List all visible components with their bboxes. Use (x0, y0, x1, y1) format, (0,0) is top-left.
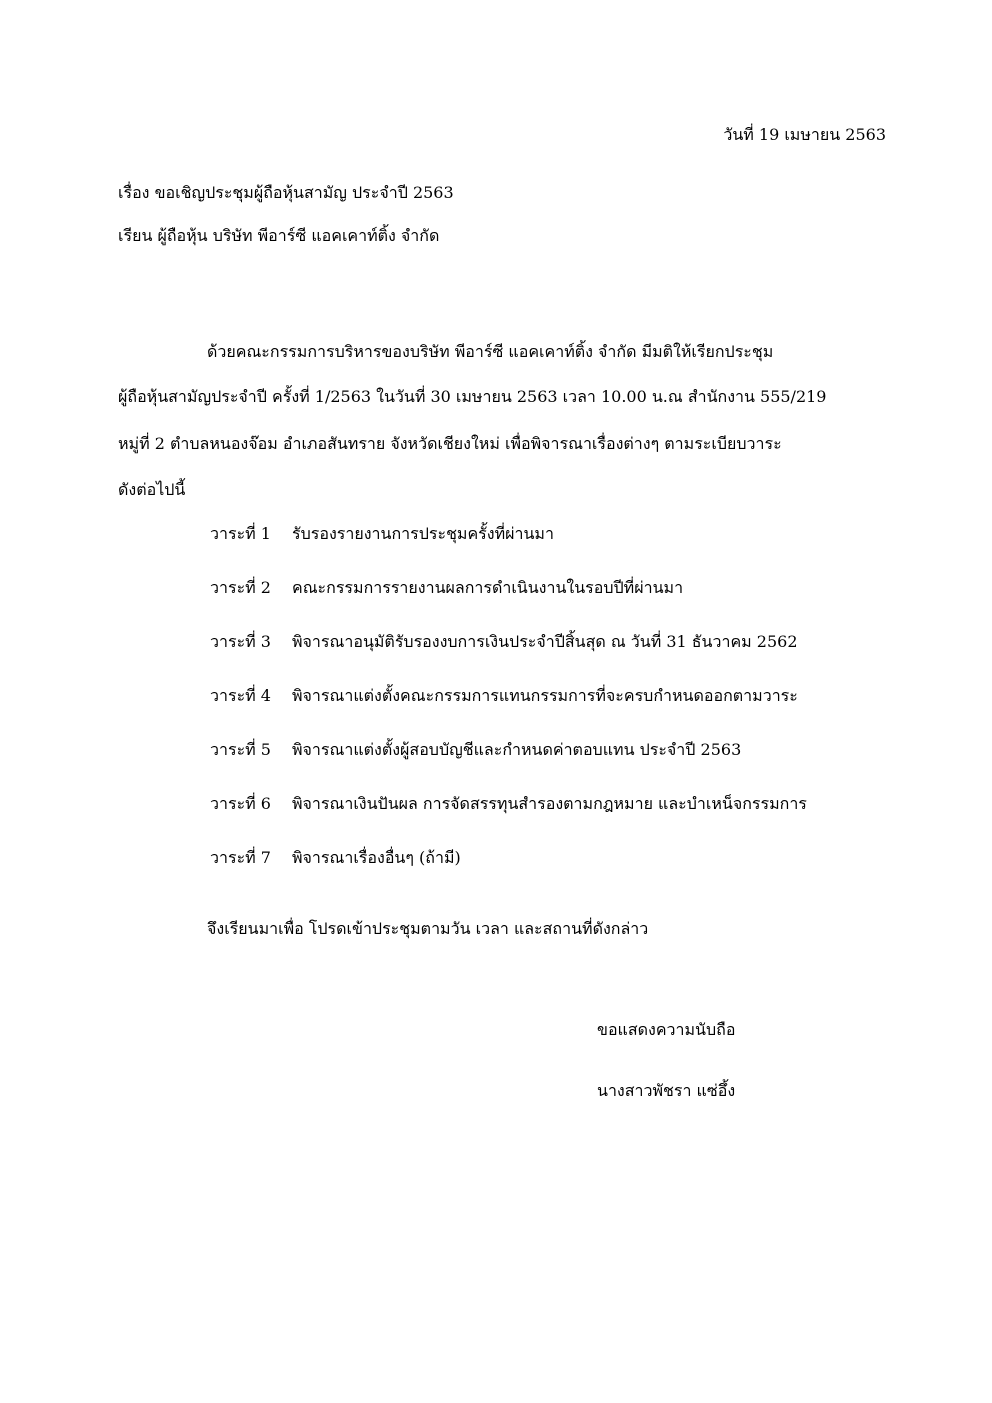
agenda-label: วาระที่ 2 (210, 578, 271, 597)
agenda-item (210, 847, 461, 869)
agenda-text: พิจารณาเรื่องอื่นๆ (ถ้ามี) (292, 848, 461, 867)
body-line: ดังต่อไปนี้ (118, 480, 186, 499)
body-line: ผู้ถือหุ้นสามัญประจำปี ครั้งที่ 1/2563 ในวันที่ 30 เมษายน 2563 เวลา 10.00 น.ณ สำนักงาน 555/219 (118, 387, 827, 406)
signer-name: นางสาวพัชรา แซ่อึ้ง (597, 1081, 736, 1100)
agenda-item (210, 523, 554, 545)
body-line: หมู่ที่ 2 ตำบลหนองจ๊อม อำเภอสันทราย จังหวัดเชียงใหม่ เพื่อพิจารณาเรื่องต่างๆ ตามระเบียบวาระ (118, 434, 782, 453)
letter-subject: เรื่อง ขอเชิญประชุมผู้ถือหุ้นสามัญ ประจำปี 2563 (118, 183, 454, 202)
agenda-item (210, 577, 683, 599)
agenda-label: วาระที่ 6 (210, 794, 271, 813)
letter-recipient: เรียน ผู้ถือหุ้น บริษัท พีอาร์ซี แอคเคาท์ติ้ง จำกัด (118, 226, 440, 245)
agenda-label: วาระที่ 7 (210, 848, 271, 867)
agenda-label: วาระที่ 4 (210, 686, 271, 705)
agenda-text: พิจารณาอนุมัติรับรองงบการเงินประจำปีสิ้นสุด ณ วันที่ 31 ธันวาคม 2562 (292, 632, 798, 651)
agenda-item (210, 685, 798, 707)
agenda-text: คณะกรรมการรายงานผลการดำเนินงานในรอบปีที่ผ่านมา (292, 578, 684, 597)
letter-date: วันที่ 19 เมษายน 2563 (723, 125, 886, 144)
agenda-label: วาระที่ 3 (210, 632, 271, 651)
agenda-item (210, 793, 807, 815)
body-line: ด้วยคณะกรรมการบริหารของบริษัท พีอาร์ซี แอคเคาท์ติ้ง จำกัด มีมติให้เรียกประชุม (207, 342, 774, 361)
regards-line: ขอแสดงความนับถือ (597, 1020, 736, 1039)
agenda-text: พิจารณาแต่งตั้งผู้สอบบัญชีและกำหนดค่าตอบแทน ประจำปี 2563 (292, 740, 742, 759)
agenda-item (210, 739, 741, 761)
agenda-label: วาระที่ 5 (210, 740, 271, 759)
agenda-label: วาระที่ 1 (210, 524, 271, 543)
agenda-text: รับรองรายงานการประชุมครั้งที่ผ่านมา (292, 524, 554, 543)
closing-line: จึงเรียนมาเพื่อ โปรดเข้าประชุมตามวัน เวลา และสถานที่ดังกล่าว (207, 919, 649, 938)
agenda-item (210, 631, 798, 653)
agenda-text: พิจารณาแต่งตั้งคณะกรรมการแทนกรรมการที่จะครบกำหนดออกตามวาระ (292, 686, 798, 705)
agenda-text: พิจารณาเงินปันผล การจัดสรรทุนสำรองตามกฎหมาย และบำเหน็จกรรมการ (292, 794, 807, 813)
